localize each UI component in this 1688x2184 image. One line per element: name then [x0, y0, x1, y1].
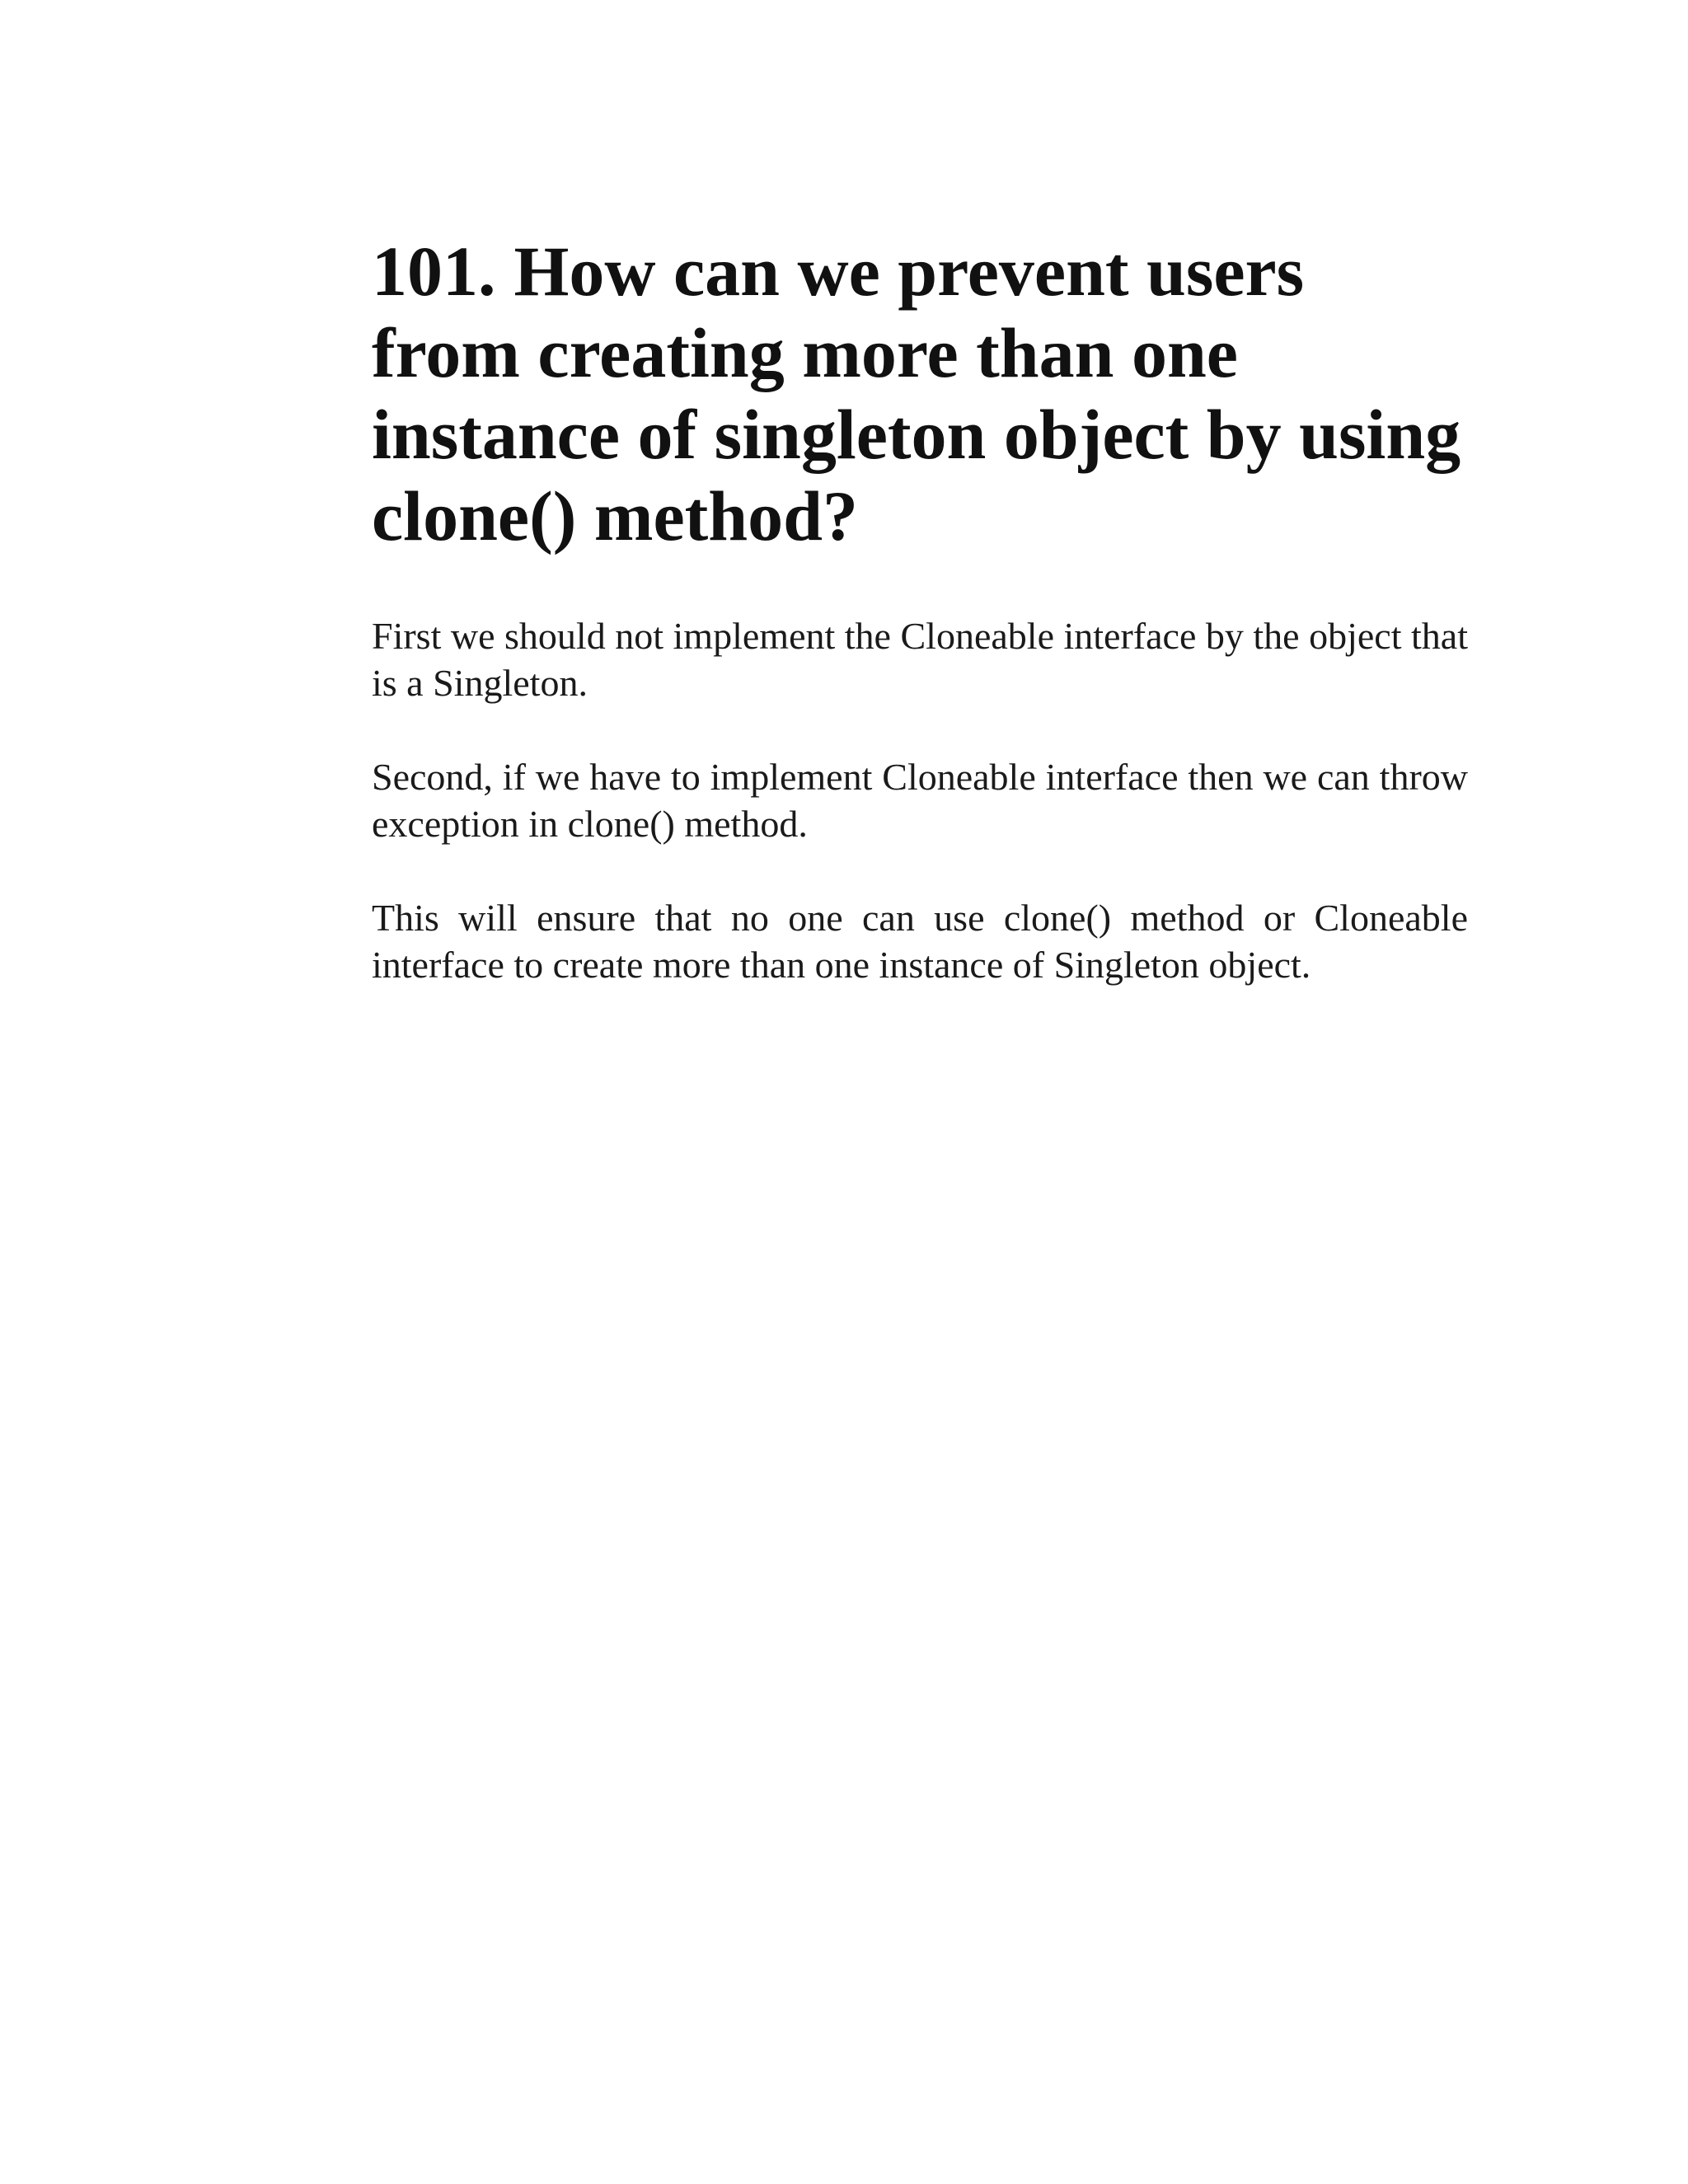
page-content: [372, 231, 1468, 988]
question-number: 101.: [372, 232, 496, 311]
answer-paragraph-3: This will ensure that no one can use clone() method or Cloneable interface to create more than one instance of Singleton object.: [372, 897, 1468, 986]
answer-paragraph-1: First we should not implement the Cloneable interface by the object that is a Singleton.: [372, 615, 1468, 704]
question-heading: [372, 231, 1468, 557]
answer-paragraph-2: Second, if we have to implement Cloneable interface then we can throw exception in clone() method.: [372, 756, 1468, 845]
question-title: How can we prevent users from creating more than one instance of singleton object by using clone() method?: [372, 232, 1461, 555]
